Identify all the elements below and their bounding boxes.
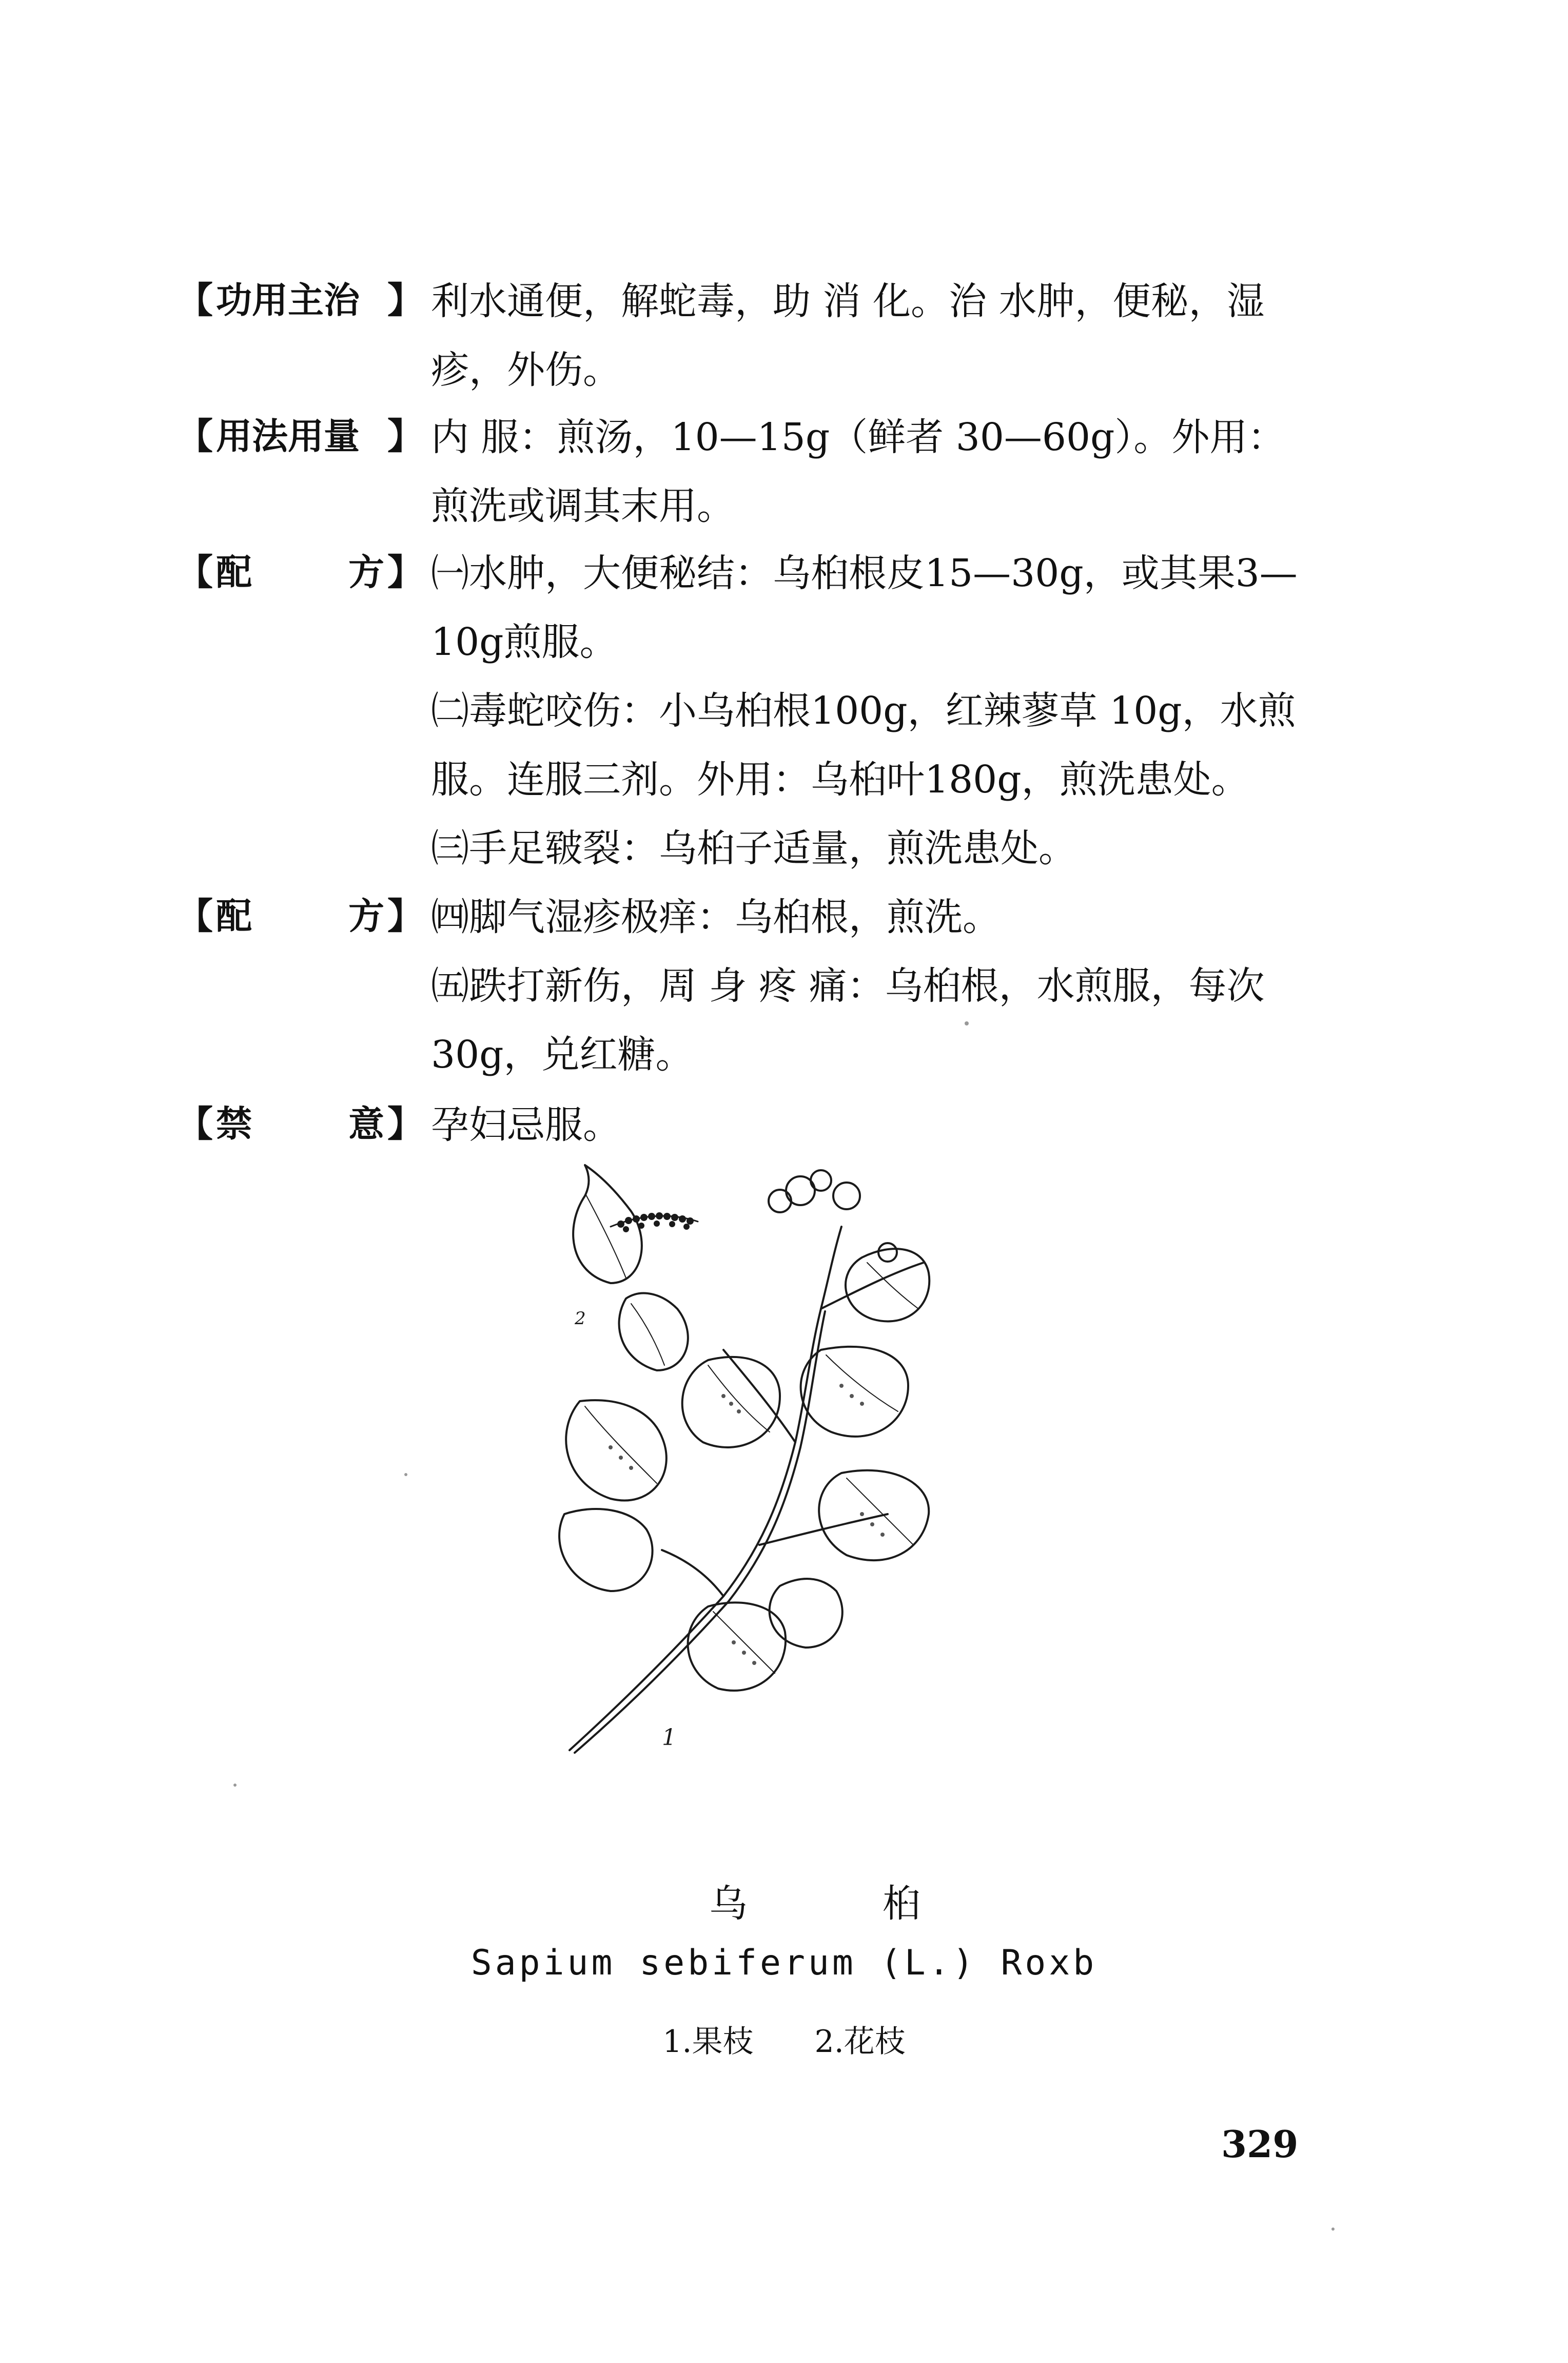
text-line: 疹，外伤。 xyxy=(431,348,621,392)
text-line: 30g，兑红糖。 xyxy=(431,1033,694,1077)
label-text: 配 xyxy=(216,895,252,937)
text-line: 孕妇忌服。 xyxy=(431,1103,621,1147)
entry-body xyxy=(431,403,1390,540)
text-line: 10g煎服。 xyxy=(431,620,618,664)
label-text: 功用主治 xyxy=(216,279,360,321)
page-number: 329 xyxy=(1221,2122,1299,2166)
label-text: 用法用量 xyxy=(216,415,360,457)
plant-illustration xyxy=(554,1155,1006,1760)
legend-item-flower: 2.花枝 xyxy=(814,2024,906,2060)
entry-label: 【 禁 意 】 xyxy=(177,1091,423,1157)
text-line: 煎洗或调其末用。 xyxy=(431,484,735,528)
entry-label: 【 配 方 】 xyxy=(177,539,423,606)
scan-speck xyxy=(404,1473,407,1476)
scan-speck xyxy=(233,1784,237,1787)
entry-label: 【 配 方 】 xyxy=(177,883,423,950)
leaf-group xyxy=(559,1165,929,1691)
text-line: 内 服：煎汤，10—15g（鲜者 30—60g）。外用： xyxy=(431,415,1286,459)
legend-item-fruit: 1.果枝 xyxy=(662,2024,754,2060)
text-line: 服。连服三剂。外用：乌桕叶180g，煎洗患处。 xyxy=(431,758,1249,802)
scan-speck xyxy=(1331,2228,1335,2231)
label-text: 禁 xyxy=(216,1103,252,1145)
entry-label: 【 功用主治 】 xyxy=(177,267,423,334)
figure-marker-1: 1 xyxy=(662,1725,676,1751)
figure-latin-name: Sapium sebiferum (L.) Roxb xyxy=(471,1943,1097,1983)
entry-label: 【 用法用量 】 xyxy=(177,403,423,470)
entry-body xyxy=(431,1091,1390,1159)
text-line: ㈠水肿，大便秘结：乌桕根皮15—30g，或其果3— xyxy=(431,551,1298,595)
text-line: 利水通便，解蛇毒，助 消 化。治 水肿，便秘，湿 xyxy=(431,279,1265,323)
figure-legend xyxy=(0,2017,1568,2061)
text-line: ㈡毒蛇咬伤：小乌桕根100g，红辣蓼草 10g，水煎 xyxy=(431,689,1296,733)
label-text: 配 xyxy=(216,551,252,593)
text-line: ㈢手足皲裂：乌桕子适量，煎洗患处。 xyxy=(431,826,1076,870)
entry-body xyxy=(431,539,1390,883)
text-line: ㈣脚气湿疹极痒：乌桕根，煎洗。 xyxy=(431,895,1001,939)
entry-body xyxy=(431,267,1390,404)
text-line: ㈤跌打新伤，周 身 疼 痛：乌桕根，水煎服，每次 xyxy=(431,964,1265,1008)
scan-speck xyxy=(965,1021,969,1025)
figure-title: 乌 桕 xyxy=(709,1882,982,1926)
figure-marker-2: 2 xyxy=(575,1308,586,1329)
entry-body xyxy=(431,883,1390,1089)
